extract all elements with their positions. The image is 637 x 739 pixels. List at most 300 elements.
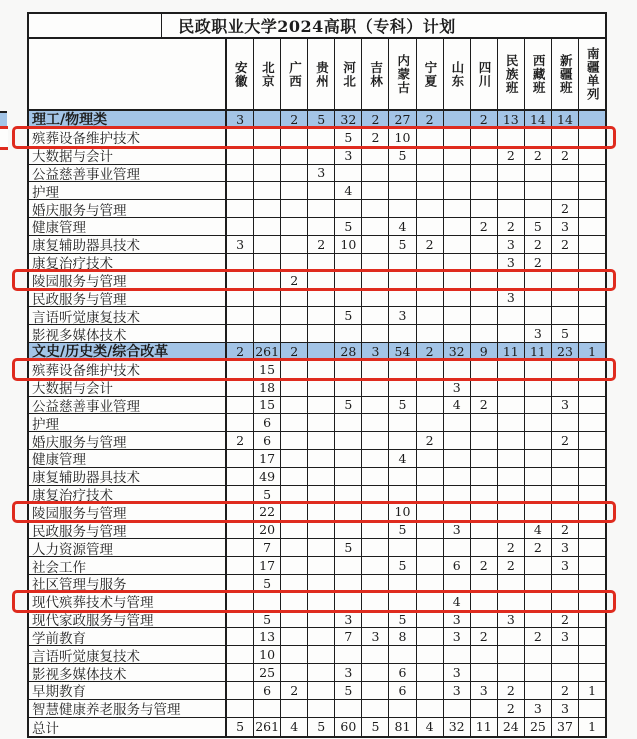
value-cell bbox=[417, 361, 444, 378]
value-cell bbox=[227, 325, 254, 342]
row-label: 健康管理 bbox=[29, 450, 227, 467]
value-cell bbox=[254, 254, 281, 271]
value-cell bbox=[362, 414, 389, 431]
value-cell: 10 bbox=[254, 646, 281, 663]
value-cell bbox=[552, 664, 579, 681]
value-cell bbox=[579, 307, 605, 324]
value-cell bbox=[281, 664, 308, 681]
value-cell bbox=[471, 325, 498, 342]
value-cell: 8 bbox=[389, 628, 416, 645]
value-cell bbox=[552, 289, 579, 306]
value-cell bbox=[281, 361, 308, 378]
value-cell bbox=[389, 289, 416, 306]
program-row bbox=[29, 539, 605, 557]
value-cell bbox=[498, 628, 525, 645]
value-cell: 2 bbox=[471, 397, 498, 414]
value-cell bbox=[335, 593, 362, 610]
value-cell bbox=[444, 200, 471, 217]
value-cell bbox=[552, 361, 579, 378]
row-label: 婚庆服务与管理 bbox=[29, 200, 227, 217]
value-cell: 2 bbox=[498, 557, 525, 574]
value-cell bbox=[227, 575, 254, 592]
value-cell bbox=[525, 432, 552, 449]
value-cell bbox=[525, 397, 552, 414]
title-cell-divider bbox=[161, 14, 162, 37]
value-cell: 2 bbox=[227, 343, 254, 360]
value-cell bbox=[281, 307, 308, 324]
value-cell bbox=[525, 486, 552, 503]
value-cell bbox=[389, 200, 416, 217]
value-cell bbox=[281, 325, 308, 342]
row-label: 言语听觉康复技术 bbox=[29, 646, 227, 663]
value-cell bbox=[579, 486, 605, 503]
value-cell bbox=[552, 182, 579, 199]
value-cell bbox=[471, 165, 498, 182]
value-cell bbox=[471, 289, 498, 306]
value-cell bbox=[471, 646, 498, 663]
value-cell: 5 bbox=[254, 575, 281, 592]
table-title: 民政职业大学2024高职（专科）计划 bbox=[178, 17, 456, 36]
value-cell: 5 bbox=[362, 718, 389, 736]
value-cell: 5 bbox=[254, 486, 281, 503]
value-cell bbox=[227, 611, 254, 628]
value-cell bbox=[281, 450, 308, 467]
value-cell bbox=[227, 272, 254, 289]
value-cell: 1 bbox=[588, 719, 597, 735]
value-cell bbox=[552, 165, 579, 182]
value-cell: 3 bbox=[335, 664, 362, 681]
column-header-label: 北京 bbox=[260, 60, 276, 88]
value-cell bbox=[308, 468, 335, 485]
value-cell bbox=[389, 486, 416, 503]
program-row bbox=[29, 165, 605, 183]
value-cell: 25 bbox=[525, 718, 552, 736]
value-cell bbox=[362, 539, 389, 556]
value-cell bbox=[417, 628, 444, 645]
value-cell bbox=[227, 700, 254, 717]
value-cell bbox=[362, 289, 389, 306]
value-cell: 6 bbox=[254, 432, 281, 449]
value-cell bbox=[444, 129, 471, 146]
value-cell bbox=[579, 379, 605, 396]
program-row bbox=[29, 272, 605, 290]
value-cell bbox=[308, 450, 335, 467]
value-cell: 49 bbox=[254, 468, 281, 485]
value-cell: 2 bbox=[471, 111, 498, 128]
value-cell bbox=[444, 236, 471, 253]
value-cell bbox=[579, 539, 605, 556]
column-header bbox=[308, 39, 335, 109]
value-cell bbox=[227, 182, 254, 199]
value-cell: 3 bbox=[552, 539, 579, 556]
row-label: 康复辅助器具技术 bbox=[29, 468, 227, 485]
value-cell: 60 bbox=[335, 718, 362, 736]
value-cell bbox=[227, 129, 254, 146]
value-cell: 3 bbox=[227, 111, 254, 128]
value-cell bbox=[444, 700, 471, 717]
value-cell bbox=[579, 700, 605, 717]
value-cell bbox=[444, 165, 471, 182]
value-cell bbox=[444, 646, 471, 663]
value-cell: 14 bbox=[552, 111, 579, 128]
program-row bbox=[29, 236, 605, 254]
value-cell: 15 bbox=[254, 397, 281, 414]
value-cell: 2 bbox=[525, 254, 552, 271]
value-cell: 2 bbox=[552, 147, 579, 164]
value-cell bbox=[362, 236, 389, 253]
row-label: 影视多媒体技术 bbox=[29, 664, 227, 681]
value-cell: 7 bbox=[254, 539, 281, 556]
value-cell bbox=[389, 361, 416, 378]
value-cell bbox=[308, 486, 335, 503]
value-cell bbox=[335, 200, 362, 217]
value-cell bbox=[308, 682, 335, 699]
value-cell bbox=[579, 664, 605, 681]
value-cell bbox=[444, 218, 471, 235]
value-cell bbox=[579, 504, 605, 521]
value-cell bbox=[227, 307, 254, 324]
value-cell bbox=[308, 129, 335, 146]
value-cell: 3 bbox=[525, 325, 552, 342]
value-cell bbox=[498, 432, 525, 449]
column-header bbox=[281, 39, 308, 109]
row-label: 现代殡葬技术与管理 bbox=[29, 593, 227, 610]
program-row bbox=[29, 450, 605, 468]
program-row bbox=[29, 414, 605, 432]
section-row bbox=[29, 111, 605, 129]
value-cell: 6 bbox=[254, 682, 281, 699]
value-cell bbox=[417, 182, 444, 199]
value-cell: 2 bbox=[552, 682, 579, 699]
value-cell bbox=[362, 682, 389, 699]
value-cell bbox=[254, 289, 281, 306]
value-cell bbox=[227, 218, 254, 235]
value-cell: 3 bbox=[552, 218, 579, 235]
value-cell: 5 bbox=[308, 718, 335, 736]
value-cell bbox=[281, 593, 308, 610]
value-cell bbox=[471, 254, 498, 271]
value-cell bbox=[417, 129, 444, 146]
value-cell bbox=[471, 539, 498, 556]
value-cell: 2 bbox=[552, 521, 579, 538]
column-header-label: 安徽 bbox=[233, 60, 249, 88]
column-headers-container bbox=[29, 39, 605, 111]
value-cell bbox=[417, 379, 444, 396]
value-cell bbox=[417, 593, 444, 610]
value-cell bbox=[579, 182, 605, 199]
value-cell bbox=[498, 325, 525, 342]
value-cell bbox=[362, 611, 389, 628]
column-header bbox=[362, 39, 389, 109]
value-cell bbox=[525, 379, 552, 396]
value-cell bbox=[254, 272, 281, 289]
value-cell: 22 bbox=[254, 504, 281, 521]
column-header bbox=[525, 39, 552, 109]
column-header-label: 山东 bbox=[449, 60, 465, 88]
value-cell bbox=[308, 397, 335, 414]
value-cell bbox=[417, 307, 444, 324]
row-label: 智慧健康养老服务与管理 bbox=[29, 700, 227, 717]
value-cell: 81 bbox=[389, 718, 416, 736]
value-cell bbox=[444, 307, 471, 324]
table-title-row bbox=[29, 14, 605, 39]
value-cell bbox=[308, 182, 335, 199]
row-label: 人力资源管理 bbox=[29, 539, 227, 556]
value-cell bbox=[525, 575, 552, 592]
row-label: 早期教育 bbox=[29, 682, 227, 699]
value-cell bbox=[417, 397, 444, 414]
value-cell bbox=[498, 575, 525, 592]
value-cell bbox=[579, 628, 605, 645]
value-cell: 32 bbox=[444, 718, 471, 736]
value-cell bbox=[417, 200, 444, 217]
value-cell bbox=[389, 414, 416, 431]
value-cell bbox=[335, 165, 362, 182]
value-cell: 20 bbox=[254, 521, 281, 538]
left-edge-red-artifact bbox=[0, 126, 8, 150]
value-cell bbox=[308, 414, 335, 431]
value-cell: 5 bbox=[227, 718, 254, 736]
value-cell: 9 bbox=[471, 343, 498, 360]
program-row bbox=[29, 379, 605, 397]
value-cell: 3 bbox=[498, 289, 525, 306]
value-cell: 6 bbox=[389, 664, 416, 681]
value-cell bbox=[227, 254, 254, 271]
value-cell: 3 bbox=[227, 236, 254, 253]
value-cell bbox=[335, 504, 362, 521]
value-cell: 10 bbox=[335, 236, 362, 253]
value-cell: 5 bbox=[552, 325, 579, 342]
value-cell bbox=[281, 539, 308, 556]
value-cell: 10 bbox=[389, 504, 416, 521]
value-cell bbox=[227, 504, 254, 521]
value-cell bbox=[417, 611, 444, 628]
value-cell: 1 bbox=[588, 343, 597, 359]
column-header bbox=[335, 39, 362, 109]
row-label: 康复辅助器具技术 bbox=[29, 236, 227, 253]
row-label: 文史/历史类/综合改革 bbox=[29, 343, 227, 360]
value-cell bbox=[362, 307, 389, 324]
value-cell bbox=[417, 468, 444, 485]
value-cell bbox=[254, 147, 281, 164]
value-cell bbox=[362, 557, 389, 574]
value-cell bbox=[362, 254, 389, 271]
value-cell bbox=[579, 111, 605, 128]
value-cell: 28 bbox=[335, 343, 362, 360]
value-cell bbox=[525, 289, 552, 306]
value-cell: 2 bbox=[281, 272, 308, 289]
value-cell: 2 bbox=[471, 628, 498, 645]
value-cell bbox=[362, 361, 389, 378]
value-cell bbox=[308, 218, 335, 235]
value-cell: 5 bbox=[308, 111, 335, 128]
value-cell: 3 bbox=[362, 343, 389, 360]
value-cell: 2 bbox=[552, 200, 579, 217]
value-cell bbox=[417, 682, 444, 699]
value-cell bbox=[579, 129, 605, 146]
value-cell bbox=[254, 593, 281, 610]
value-cell bbox=[227, 539, 254, 556]
section-row bbox=[29, 343, 605, 361]
value-cell bbox=[254, 325, 281, 342]
value-cell bbox=[335, 272, 362, 289]
program-row bbox=[29, 700, 605, 718]
value-cell bbox=[281, 468, 308, 485]
value-cell: 13 bbox=[254, 628, 281, 645]
value-cell bbox=[308, 325, 335, 342]
value-cell: 17 bbox=[254, 557, 281, 574]
column-header-label: 贵州 bbox=[314, 60, 330, 88]
value-cell bbox=[498, 397, 525, 414]
value-cell: 2 bbox=[417, 111, 444, 128]
value-cell bbox=[281, 557, 308, 574]
value-cell bbox=[444, 254, 471, 271]
program-row bbox=[29, 200, 605, 218]
value-cell bbox=[362, 432, 389, 449]
value-cell bbox=[525, 468, 552, 485]
value-cell: 3 bbox=[308, 165, 335, 182]
value-cell: 5 bbox=[335, 682, 362, 699]
value-cell bbox=[335, 325, 362, 342]
value-cell bbox=[308, 646, 335, 663]
column-header bbox=[417, 39, 444, 109]
value-cell: 13 bbox=[498, 111, 525, 128]
value-cell bbox=[498, 504, 525, 521]
value-cell: 1 bbox=[588, 682, 597, 698]
program-row bbox=[29, 397, 605, 415]
value-cell bbox=[281, 129, 308, 146]
value-cell: 3 bbox=[471, 682, 498, 699]
value-cell bbox=[389, 646, 416, 663]
value-cell: 10 bbox=[389, 129, 416, 146]
value-cell bbox=[335, 575, 362, 592]
value-cell bbox=[389, 432, 416, 449]
column-header bbox=[254, 39, 281, 109]
value-cell bbox=[552, 272, 579, 289]
value-cell bbox=[227, 361, 254, 378]
value-cell bbox=[525, 307, 552, 324]
program-row bbox=[29, 361, 605, 379]
value-cell bbox=[254, 129, 281, 146]
value-cell bbox=[308, 557, 335, 574]
value-cell bbox=[362, 379, 389, 396]
value-cell bbox=[525, 557, 552, 574]
value-cell bbox=[552, 468, 579, 485]
value-cell bbox=[417, 147, 444, 164]
value-cell bbox=[308, 628, 335, 645]
value-cell bbox=[471, 593, 498, 610]
value-cell: 18 bbox=[254, 379, 281, 396]
row-label: 言语听觉康复技术 bbox=[29, 307, 227, 324]
value-cell bbox=[579, 200, 605, 217]
row-label: 社会工作 bbox=[29, 557, 227, 574]
value-cell bbox=[417, 272, 444, 289]
value-cell bbox=[308, 307, 335, 324]
value-cell bbox=[335, 486, 362, 503]
value-cell: 5 bbox=[525, 218, 552, 235]
value-cell bbox=[227, 289, 254, 306]
value-cell: 25 bbox=[254, 664, 281, 681]
value-cell bbox=[389, 325, 416, 342]
row-label: 康复治疗技术 bbox=[29, 486, 227, 503]
value-cell: 4 bbox=[281, 718, 308, 736]
value-cell bbox=[498, 593, 525, 610]
value-cell bbox=[335, 646, 362, 663]
value-cell: 2 bbox=[227, 432, 254, 449]
value-cell: 2 bbox=[525, 628, 552, 645]
value-cell: 5 bbox=[335, 129, 362, 146]
row-label: 殡葬设备维护技术 bbox=[29, 129, 227, 146]
value-cell bbox=[417, 557, 444, 574]
value-cell bbox=[281, 182, 308, 199]
value-cell bbox=[579, 397, 605, 414]
column-header-label: 内蒙古 bbox=[395, 53, 411, 95]
value-cell bbox=[444, 539, 471, 556]
value-cell: 2 bbox=[281, 343, 308, 360]
value-cell bbox=[525, 165, 552, 182]
value-cell bbox=[498, 129, 525, 146]
value-cell: 3 bbox=[525, 700, 552, 717]
value-cell bbox=[444, 504, 471, 521]
value-cell bbox=[227, 664, 254, 681]
value-cell bbox=[254, 307, 281, 324]
value-cell bbox=[362, 450, 389, 467]
value-cell bbox=[525, 361, 552, 378]
program-row bbox=[29, 147, 605, 165]
value-cell bbox=[362, 182, 389, 199]
column-header bbox=[498, 39, 525, 109]
value-cell: 3 bbox=[444, 664, 471, 681]
value-cell bbox=[498, 200, 525, 217]
value-cell: 3 bbox=[444, 611, 471, 628]
value-cell bbox=[498, 272, 525, 289]
value-cell bbox=[281, 575, 308, 592]
program-row bbox=[29, 521, 605, 539]
value-cell: 17 bbox=[254, 450, 281, 467]
value-cell: 3 bbox=[389, 307, 416, 324]
column-header-label: 吉林 bbox=[368, 60, 384, 88]
value-cell bbox=[389, 165, 416, 182]
value-cell bbox=[281, 414, 308, 431]
value-cell bbox=[308, 539, 335, 556]
value-cell bbox=[227, 521, 254, 538]
value-cell bbox=[525, 450, 552, 467]
value-cell bbox=[471, 379, 498, 396]
value-cell: 14 bbox=[525, 111, 552, 128]
program-row bbox=[29, 646, 605, 664]
value-cell bbox=[579, 521, 605, 538]
value-cell bbox=[525, 682, 552, 699]
value-cell bbox=[308, 254, 335, 271]
value-cell bbox=[417, 486, 444, 503]
value-cell bbox=[362, 646, 389, 663]
value-cell bbox=[281, 254, 308, 271]
value-cell bbox=[417, 289, 444, 306]
value-cell bbox=[362, 486, 389, 503]
program-row bbox=[29, 486, 605, 504]
value-cell bbox=[335, 361, 362, 378]
value-cell: 3 bbox=[498, 611, 525, 628]
value-cell bbox=[362, 147, 389, 164]
value-cell bbox=[525, 646, 552, 663]
value-cell bbox=[579, 272, 605, 289]
value-cell: 11 bbox=[525, 343, 552, 360]
value-cell: 2 bbox=[362, 111, 389, 128]
column-header bbox=[579, 39, 605, 109]
value-cell bbox=[254, 218, 281, 235]
value-cell bbox=[444, 147, 471, 164]
program-row bbox=[29, 664, 605, 682]
